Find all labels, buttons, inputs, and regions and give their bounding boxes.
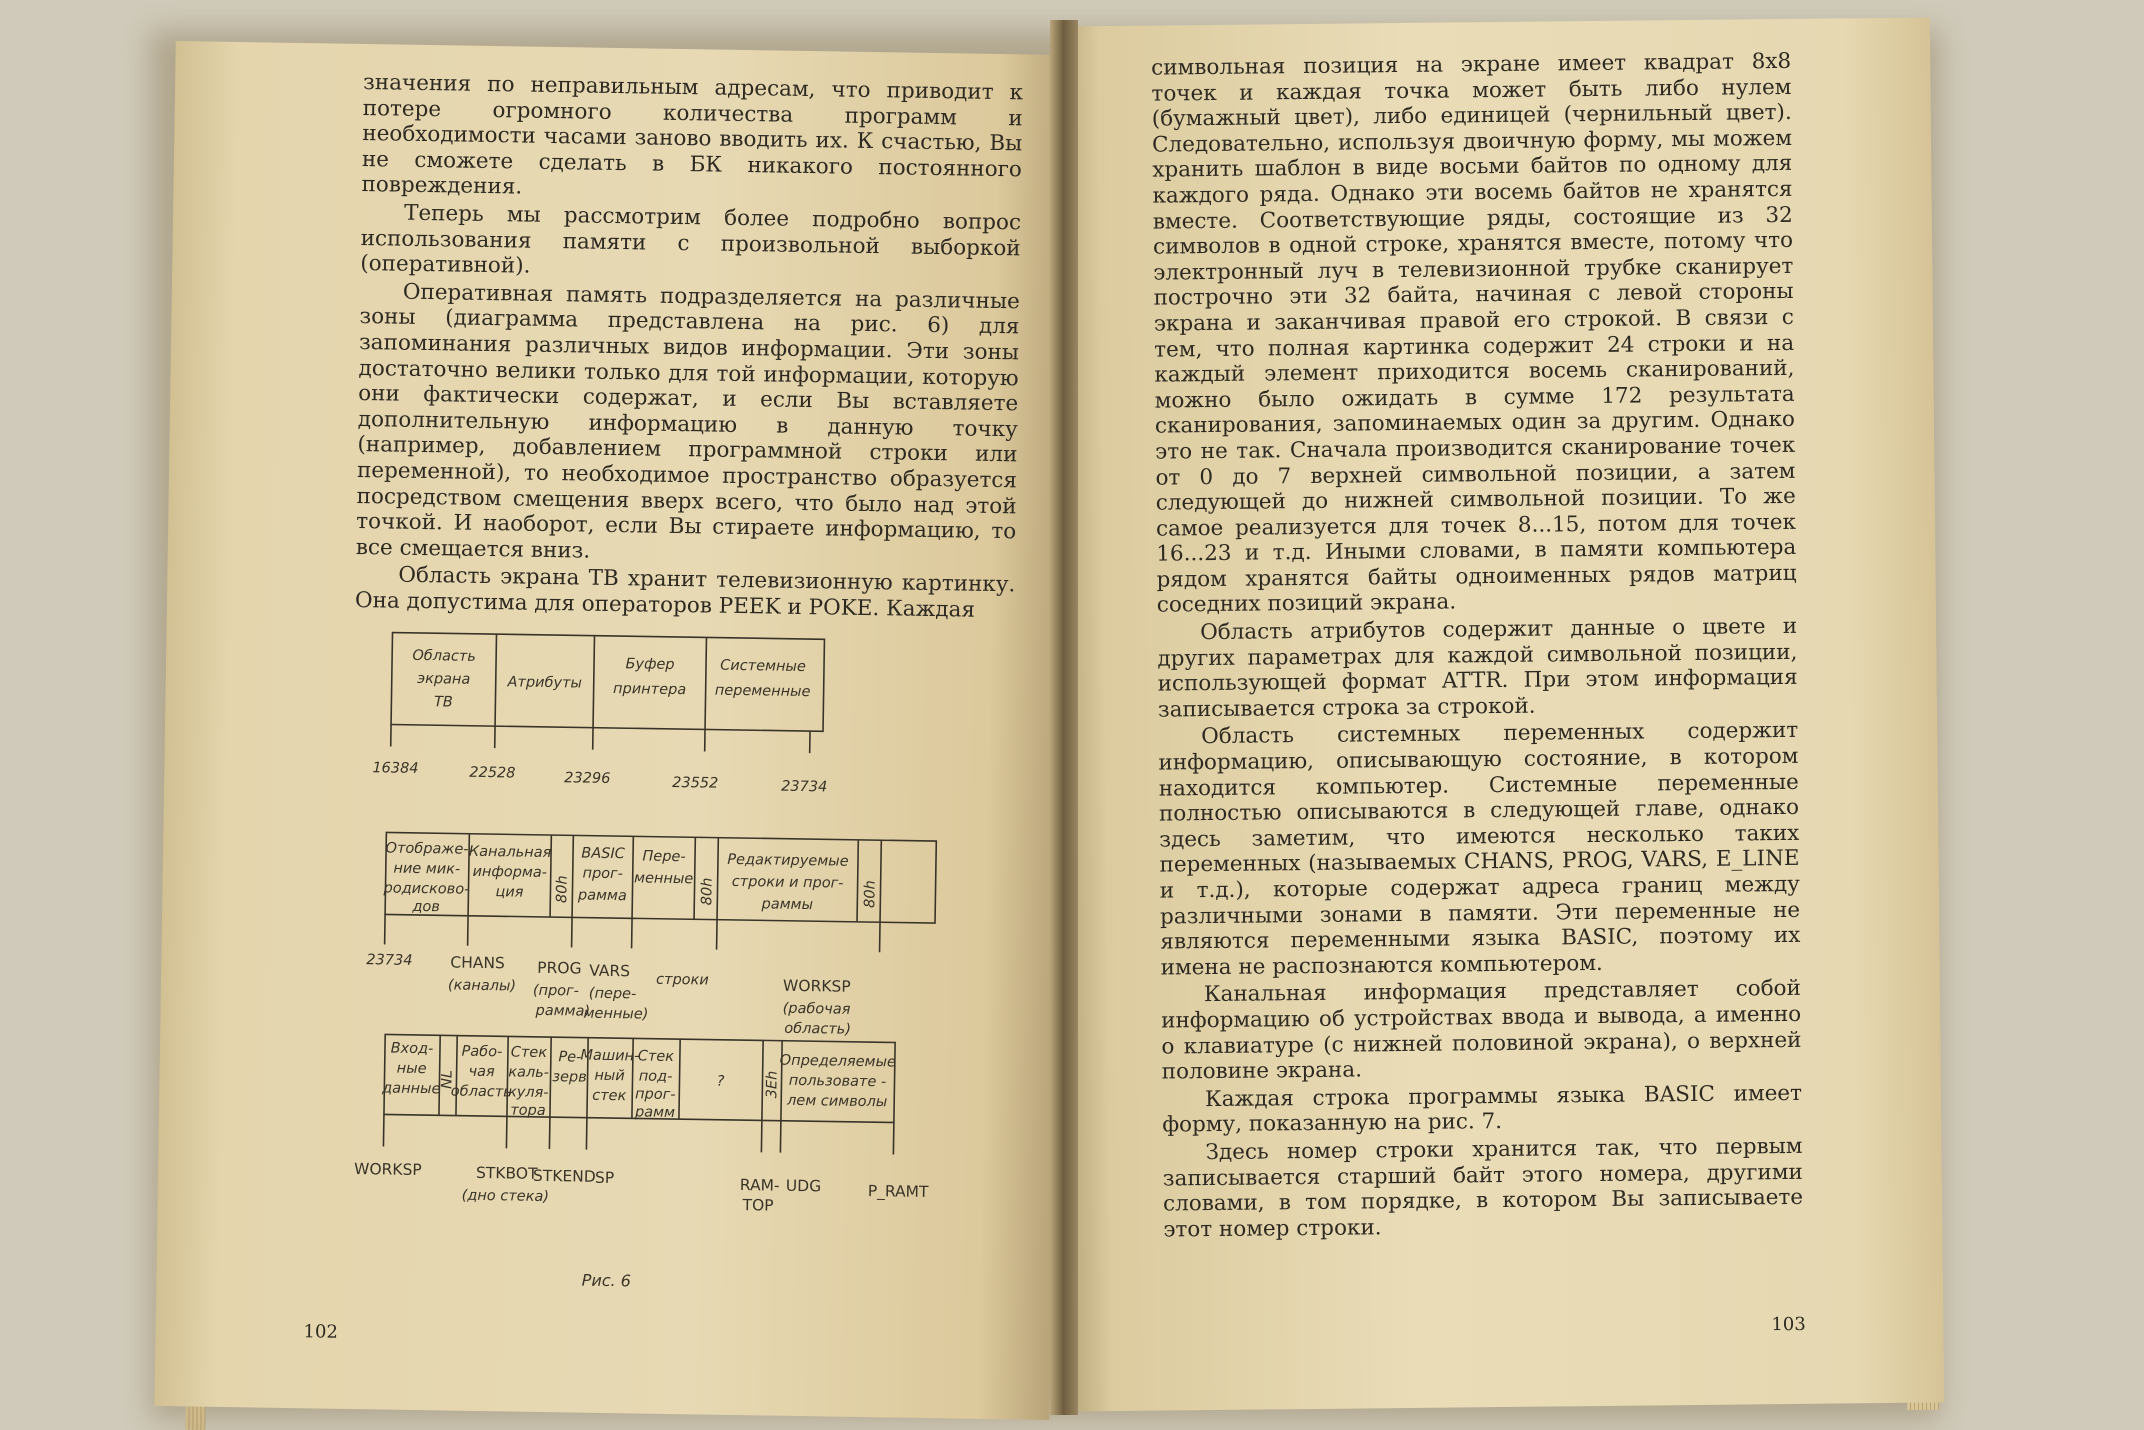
right-page-text [1151, 49, 1803, 1245]
box-label: 80h [554, 875, 570, 903]
figure-caption: Рис. 6 [582, 1271, 631, 1291]
memory-map-figure [154, 41, 1070, 1420]
box-label: менные [634, 870, 694, 887]
box-label: данные [381, 1080, 441, 1097]
box-label: переменные [715, 683, 811, 701]
box-label: ция [495, 884, 524, 900]
pointer-label: WORKSP [783, 977, 851, 996]
box-label: Системные [720, 658, 806, 675]
box-label: ТВ [434, 694, 453, 710]
box-label: раммы [760, 896, 813, 913]
pointer-label: TOP [741, 1196, 773, 1215]
box-label: 80h [862, 880, 878, 908]
box-label: Область [412, 648, 476, 665]
paragraph: Теперь мы рассмотрим более подробно вопрос использования памяти с произвольной выборкой (оперативной). [360, 200, 1021, 287]
paragraph: Область атрибутов содержит данные о цвете и других параметрах для каждой символьной позиции, использующей формат ATTR. При этом информация записывается строка за строкой. [1157, 614, 1798, 723]
paragraph: Здесь номер строки хранится так, что первым записывается старший байт этого номера, другими словами, в том порядке, в котором Вы записываете этот номер строки. [1162, 1134, 1803, 1243]
box-label: ние мик- [393, 861, 460, 878]
box-label: каль- [508, 1064, 549, 1081]
box-label: принтера [613, 681, 686, 698]
box-label: 3Eh [764, 1071, 780, 1099]
box-label: дов [411, 899, 440, 915]
address-label: 16384 [372, 760, 418, 777]
pointer-label: (каналы) [448, 977, 516, 994]
pointer-label: RAM- [740, 1176, 780, 1195]
box-label: прог- [635, 1086, 676, 1103]
box-label: Вход- [391, 1041, 434, 1058]
box-label: Рабо- [461, 1044, 502, 1061]
box-label: прог- [582, 866, 623, 883]
pointer-label: SP [595, 1169, 614, 1187]
pointer-label: PROG [537, 959, 582, 978]
box-label: область [451, 1084, 512, 1101]
page-number: 102 [303, 1321, 338, 1343]
pointer-label: (пере- [589, 986, 637, 1003]
paragraph: Область экрана ТВ хранит телевизионную картинку. Она допустима для операторов PEEK и POKE. Каждая [355, 562, 1016, 624]
box-label: Определяемые [780, 1053, 897, 1071]
box-label: куля- [508, 1084, 549, 1101]
box-label: Атрибуты [506, 674, 582, 691]
box-label: стек [592, 1088, 627, 1105]
paragraph: значения по неправильным адресам, что приводит к потере огромного количества программ и необходимости часами заново вводить их. К счастью, Вы не сможете сделать в БК никакого постоянного повреждения. [361, 70, 1023, 208]
address-label: 23734 [781, 779, 827, 796]
box-label: лем символы [786, 1093, 887, 1111]
box-label: Ре- [558, 1049, 581, 1065]
box-label: Стек [638, 1048, 675, 1065]
box-label: ? [717, 1074, 725, 1090]
box-label: Машин- [580, 1048, 639, 1065]
address-label: 23552 [672, 775, 718, 792]
box-label: Стек [511, 1044, 548, 1061]
pointer-label: WORKSP [354, 1160, 422, 1179]
pointer-label: (дно стека) [462, 1188, 550, 1205]
box-label: NL [439, 1070, 455, 1089]
paragraph: Оперативная память подразделяется на различные зоны (диаграмма представлена на рис. 6) для запоминания различных видов информации. Эти зоны достаточно велики только для той информации, которую они фактически содержат, и если Вы вставляете дополнительную информацию в данную точку (например, добавлением программной строки или переменной), то необходимое пространство образуется посредством смещения вверх всего, что было над этой точкой. И наоборот, если Вы стираете информацию, то все смещается вниз. [356, 279, 1020, 571]
paragraph: Каждая строка программы языка BASIC имеет форму, показанную на рис. 7. [1162, 1081, 1803, 1139]
pointer-label: STKBOT [476, 1164, 538, 1183]
box-label: 80h [699, 878, 715, 906]
pointer-label: строки [656, 972, 709, 989]
box-label: Канальная [469, 844, 552, 861]
box-label: ный [594, 1068, 625, 1084]
box-label: чая [468, 1064, 495, 1080]
pointer-label: P_RAMT [868, 1182, 930, 1202]
box-label: Отображе- [386, 840, 469, 857]
left-page [154, 41, 1070, 1420]
pointer-label: VARS [589, 962, 630, 981]
pointer-label: область) [784, 1021, 851, 1038]
address-label: 22528 [469, 765, 515, 782]
pointer-label: менные) [583, 1006, 648, 1023]
box-label: Буфер [625, 656, 674, 673]
box-label: пользовате - [789, 1073, 887, 1091]
box-label: ные [397, 1061, 427, 1077]
pointer-label: (прог- [533, 983, 579, 1000]
box-label: Пере- [642, 848, 685, 865]
box-label: рамм [634, 1104, 675, 1121]
pointer-label: CHANS [450, 953, 505, 972]
box-label: BASIC [581, 846, 626, 863]
box-label: родисково- [382, 880, 469, 897]
box-label: зерв [552, 1069, 587, 1086]
box-label: Редактируемые [727, 852, 849, 870]
right-page [1055, 17, 1944, 1411]
paragraph: символьная позиция на экране имеет квадрат 8х8 точек и каждая точка может быть либо нулем (бумажный цвет), либо единицей (чернильный цвет). Следовательно, используя двоичную форму, мы можем хранить шаблон в виде восьми байтов по одному для каждого ряда. Однако эти восемь байтов не хранятся вместе. Соответствующие ряды, состоящие из 32 символов в одной строке, хранятся вместе, потому что электронный луч в телевизионной трубке сканирует построчно эти 32 байта, начиная с левой стороны экрана и заканчивая правой его строкой. В связи с тем, что полная картинка содержит 24 строки и на каждый элемент приходится восемь сканирований, можно было ожидать в сумме 172 результата сканирования, запоминаемых один за другим. Однако это не так. Сначала производится сканирование точек от 0 до 7 верхней символьной позиции, а затем следующей до нижней символьной позиции. То же самое реализуется для точек 8...15, потом для точек 16...23 и т.д. Иными словами, в памяти компьютера рядом хранятся байты одноименных рядов матриц соседних позиций экрана. [1151, 49, 1797, 619]
box-label: экрана [417, 671, 470, 688]
box-label: рамма [577, 887, 627, 904]
box-label: строки и прог- [732, 874, 844, 892]
page-number: 103 [1771, 1314, 1806, 1335]
box-label: под- [639, 1068, 673, 1085]
pointer-label: UDG [786, 1177, 822, 1196]
pointer-label: рамма) [534, 1003, 590, 1020]
paragraph: Канальная информация представляет собой информацию об устройствах ввода и вывода, а именно о клавиатуре (с нижней половиной экрана), о верхней половине экрана. [1161, 976, 1802, 1085]
address-label: 23734 [366, 952, 412, 969]
pointer-label: (рабочая [783, 1001, 851, 1018]
box-label: тора [510, 1102, 546, 1119]
paragraph: Область системных переменных содержит информацию, описывающую состояние, в котором находится компьютер. Системные переменные полностью описываются в следующей главе, однако здесь заметим, что имеются несколько таких переменных (называемых CHANS, PROG, VARS, E_LINE и т.д.), которые содержат адреса границ между различными зонами в памяти. Эти переменные не являются переменными языка BASIC, поэтому их имена не распознаются компьютером. [1158, 718, 1801, 981]
book-gutter [1050, 20, 1078, 1415]
address-label: 23296 [564, 770, 610, 787]
pointer-label: STKEND [533, 1167, 596, 1186]
box-label: информа- [472, 864, 547, 881]
